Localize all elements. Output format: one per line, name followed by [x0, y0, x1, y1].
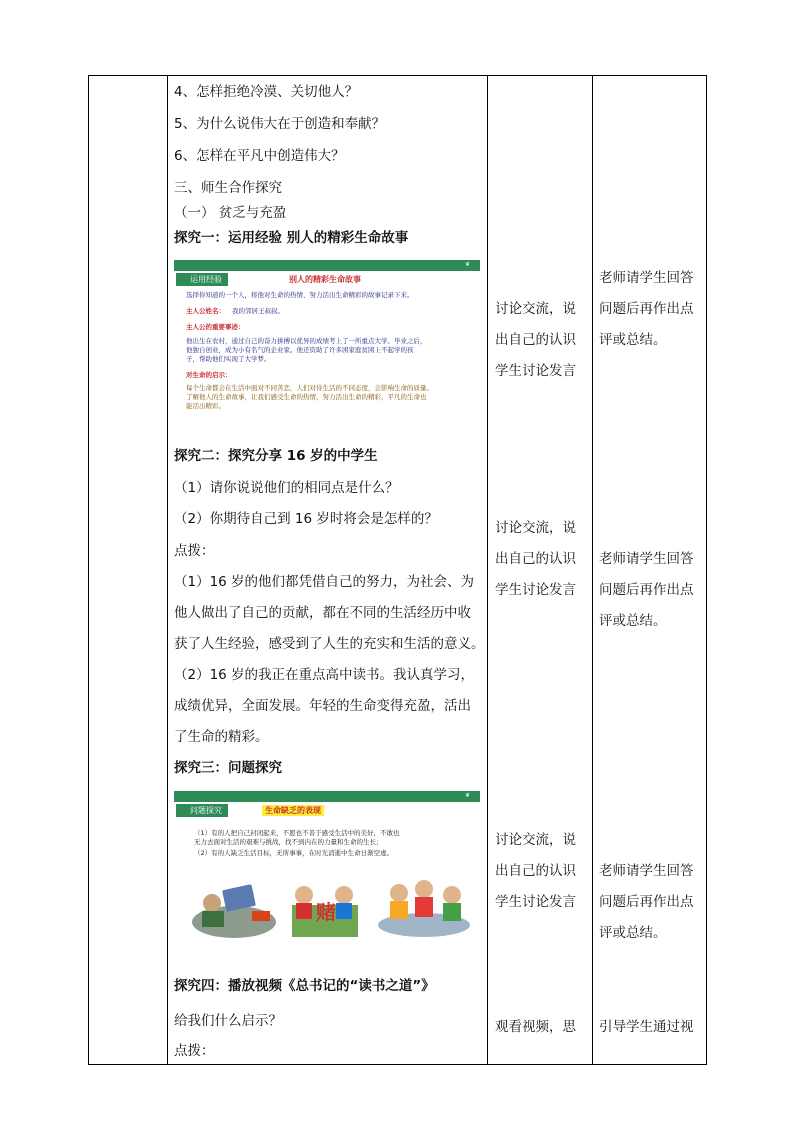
col-border-5	[706, 75, 707, 1065]
hint-1-line-2: 他人做出了自己的贡献，都在不同的生活经历中收	[174, 605, 471, 621]
teacher-line: 老师请学生回答	[599, 551, 694, 567]
section-heading: 三、师生合作探究	[174, 180, 282, 196]
slide-tag: 问题探究	[176, 804, 228, 817]
teacher-line: 问题后再作出点	[599, 894, 694, 910]
activity-line: 观看视频，思	[495, 1019, 576, 1035]
table-bottom-border	[88, 1064, 707, 1065]
explore-2-heading: 探究二：探究分享 16 岁的中学生	[174, 448, 378, 464]
explore-4-question: 给我们什么启示？	[174, 1013, 282, 1029]
hint-2-line-3: 了生命的精彩。	[174, 729, 269, 745]
hint-label: 点拨：	[174, 543, 215, 559]
table-top-border	[88, 75, 707, 76]
activity-line: 出自己的认识	[495, 863, 576, 879]
hint-1-line-1: （1）16 岁的他们都凭借自己的努力，为社会、为	[174, 574, 475, 590]
hint-2-line-1: （2）16 岁的我正在重点高中读书。我认真学习，	[174, 667, 475, 683]
slide-story-2: 他独自创业，成为小有名气的企业家。他还资助了许多困家庭贫困上不起学的孩	[186, 346, 414, 354]
teacher-line: 评或总结。	[599, 925, 667, 941]
col-border-1	[88, 75, 89, 1065]
cartoon-gambling-scene	[292, 886, 358, 937]
explore-3-heading: 探究三：问题探究	[174, 760, 282, 776]
slide-line-3: （2）有的人缺乏生活目标，无所事事，在时光消逝中生命日渐空虚。	[194, 849, 394, 857]
slide-label-name: 主人公姓名：	[186, 307, 225, 315]
slide-tag: 运用经验	[176, 273, 228, 286]
slide-line-1: （1）有的人把自己封闭起来，不愿也不善于感受生活中的美好，不敢也	[194, 829, 400, 837]
explore-1-heading: 探究一：运用经验 别人的精彩生命故事	[174, 230, 409, 246]
col-border-4	[592, 75, 593, 1065]
slide-label-insight: 对生命的启示：	[186, 371, 232, 379]
col-border-3	[487, 75, 488, 1065]
slide-title: 别人的精彩生命故事	[289, 275, 361, 284]
slide-header-bar	[174, 260, 480, 271]
question-5: 5、为什么说伟大在于创造和奉献？	[174, 116, 386, 132]
cartoon-party-scene	[378, 880, 470, 937]
teacher-line: 问题后再作出点	[599, 301, 694, 317]
slide-name: 我的邻居王叔叔。	[232, 307, 284, 315]
teacher-line: 引导学生通过视	[599, 1019, 694, 1035]
hint-1-line-3: 获了人生经验，感受到了人生的充实和生活的意义。	[174, 636, 485, 652]
teacher-line: 老师请学生回答	[599, 863, 694, 879]
activity-line: 学生讨论发言	[495, 894, 576, 910]
teacher-line: 评或总结。	[599, 613, 667, 629]
gamble-character: 赌	[316, 900, 336, 924]
slide-story-3: 子，帮助他们实现了大学梦。	[186, 355, 271, 363]
question-4: 4、怎样拒绝冷漠、关切他人？	[174, 84, 359, 100]
activity-line: 出自己的认识	[495, 332, 576, 348]
hint-2-line-2: 成绩优异，全面发展。年轻的生命变得充盈，活出	[174, 698, 471, 714]
explore-2-question-2: （2）你期待自己到 16 岁时将会是怎样的？	[174, 511, 438, 527]
teacher-line: 评或总结。	[599, 332, 667, 348]
slide-story-1: 他出生在农村，通过自己的奋力拼搏以优异的成绩考上了一所重点大学。毕业之后，	[186, 337, 427, 345]
activity-line: 讨论交流，说	[495, 301, 576, 317]
hint-label-2: 点拨：	[174, 1043, 215, 1059]
col-border-2	[167, 75, 168, 1065]
activity-line: 讨论交流，说	[495, 832, 576, 848]
sub-heading: （一） 贫乏与充盈	[174, 205, 287, 221]
cartoon-illustrations	[174, 867, 480, 947]
cartoon-computer-scene	[192, 884, 276, 938]
slide-insight-1: 每个生命都会在生活中面对不同苦恋，人们对待生活的不同态度，会影响生命的质量。	[186, 384, 433, 392]
explore-2-question-1: （1）请你说说他们的相同点是什么？	[174, 480, 399, 496]
question-6: 6、怎样在平凡中创造伟大？	[174, 148, 345, 164]
teacher-line: 老师请学生回答	[599, 270, 694, 286]
slide-image-2	[174, 791, 480, 947]
slide-label-story: 主人公的重要事迹：	[186, 323, 245, 331]
slide-header-bar	[174, 791, 480, 802]
teacher-line: 问题后再作出点	[599, 582, 694, 598]
activity-line: 讨论交流，说	[495, 520, 576, 536]
slide-logo: ❦	[464, 261, 470, 268]
slide-line-2: 无力去面对生活的艰难与挑战，找不到内在的力量和生命的生长；	[194, 838, 383, 846]
slide-logo: ❦	[464, 792, 470, 799]
activity-line: 出自己的认识	[495, 551, 576, 567]
slide-title: 生命缺乏的表现	[262, 805, 324, 816]
slide-line: 选择你知道的一个人，将他对生命的热情、努力活出生命精彩的故事记录下来。	[186, 291, 414, 299]
explore-4-heading: 探究四：播放视频《总书记的“读书之道”》	[174, 978, 435, 994]
slide-insight-3: 能活出精彩。	[186, 402, 225, 410]
activity-line: 学生讨论发言	[495, 582, 576, 598]
slide-image-1	[174, 260, 480, 418]
activity-line: 学生讨论发言	[495, 363, 576, 379]
slide-insight-2: 了解他人的生命故事，让我们感受生命的热情，努力活出生命的精彩，平凡的生命也	[186, 393, 427, 401]
